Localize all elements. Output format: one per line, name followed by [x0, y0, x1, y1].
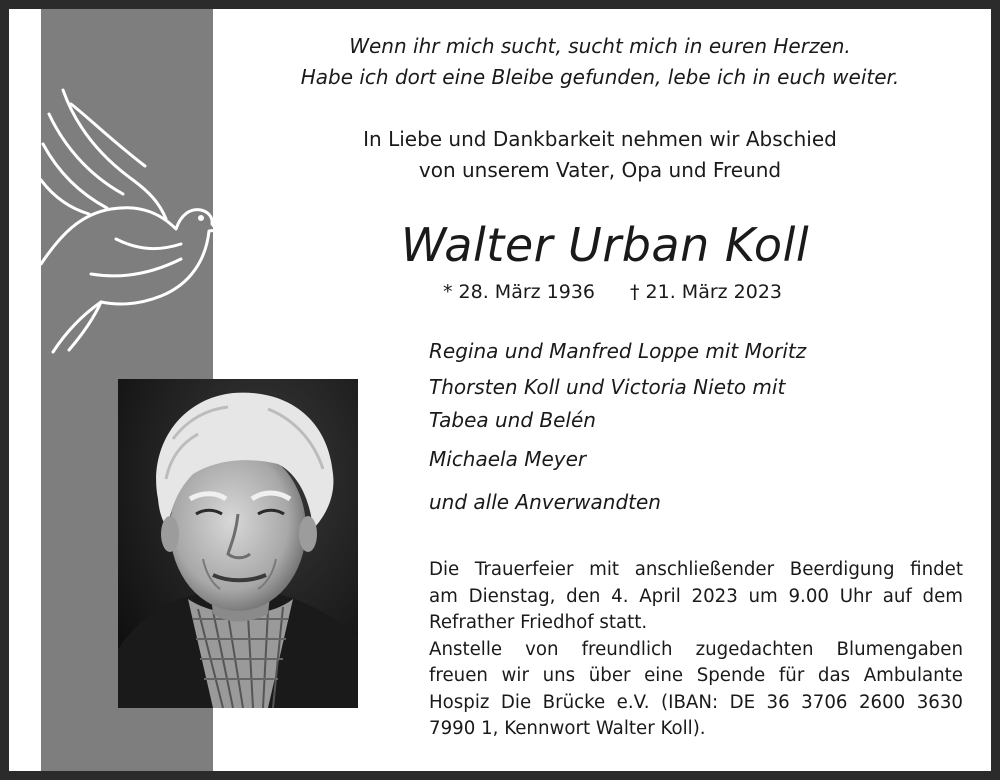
notice-line: Anstelle von freundlich zugedachten Blumengaben	[429, 638, 963, 660]
notice-line: Hospiz Die Brücke e.V. (IBAN: DE 36 3706 2600 3630	[429, 691, 963, 713]
mourner-line: Michaela Meyer	[429, 447, 587, 471]
mourner-line: Regina und Manfred Loppe mit Moritz	[429, 339, 807, 363]
verse-line-2: Habe ich dort eine Bleibe gefunden, lebe ich in euch weiter.	[300, 65, 900, 89]
birth-date: * 28. März 1936	[443, 281, 596, 303]
notice-line: 7990 1, Kennwort Walter Koll).	[429, 718, 706, 739]
notice-line: am Dienstag, den 4. April 2023 um 9.00 Uhr auf dem	[429, 585, 963, 607]
funeral-notice	[429, 557, 963, 743]
intro-line-1: In Liebe und Dankbarkeit nehmen wir Abschied	[363, 127, 837, 151]
portrait-photo	[118, 379, 358, 708]
death-date: † 21. März 2023	[630, 281, 783, 303]
dove-icon	[41, 84, 213, 360]
notice-line: freuen wir uns über eine Spende für das Ambulante	[429, 665, 963, 686]
notice-line: Die Trauerfeier mit anschließender Beerdigung findet	[429, 559, 963, 580]
mourner-line: Tabea und Belén	[429, 408, 596, 432]
verse-line-1: Wenn ihr mich sucht, sucht mich in euren Herzen.	[349, 34, 851, 58]
mourner-line: und alle Anverwandten	[429, 490, 661, 514]
intro-line-2: von unserem Vater, Opa und Freund	[418, 158, 782, 182]
deceased-name: Walter Urban Koll	[400, 218, 810, 272]
mourner-line: Thorsten Koll und Victoria Nieto mit	[429, 375, 786, 399]
notice-line: Refrather Friedhof statt.	[429, 612, 648, 633]
